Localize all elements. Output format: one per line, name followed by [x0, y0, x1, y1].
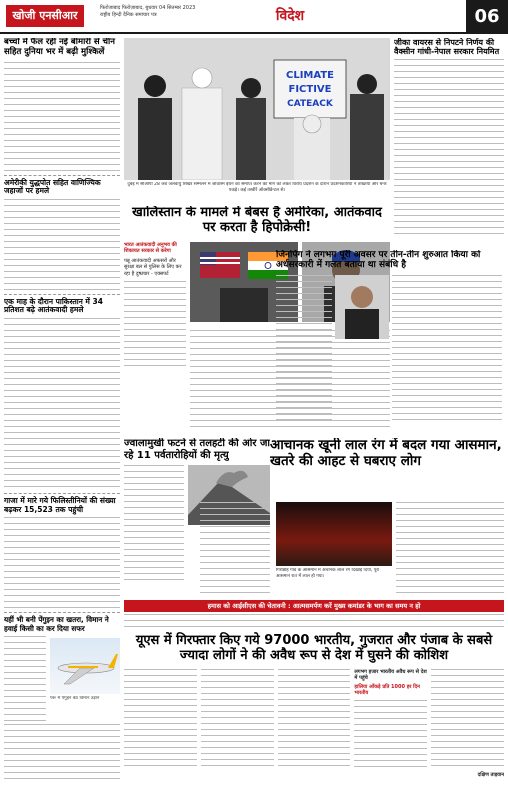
headline-right-2: जिनपिंग ने लगभग पूरी अवसर पर तीन-तीन शुरुआत किया को अर्धसरकारी में गलत बताया था संबंधि है — [276, 250, 481, 271]
left-column — [4, 38, 120, 794]
plane-caption: पेरू में पेंगुइन बैठे विमान उड़ान — [50, 695, 100, 701]
svg-text:CLIMATE: CLIMATE — [286, 70, 334, 81]
jinping-photo — [335, 275, 389, 339]
page-number: 06 — [466, 0, 508, 34]
date-line: फिरोजाबाद फिरोज़ाबाद, बुधवार 04 सितम्बर 2023 राष्ट्रीय हिन्दी दैनिक समाचार पत्र — [100, 5, 196, 18]
section-title: विदेश — [275, 8, 305, 24]
us-tail: दक्षिण ताइवान — [477, 771, 504, 778]
lead-text: भारत आतंकवादी अनुभव की शिकायत सरकार से करेगा — [124, 241, 177, 255]
us-arrests-headline: यूएस में गिरफ्तार किए गये 97000 भारतीय, गुजरात और पंजाब के सबसे ज्यादा लोगों ने की अवैध रूप से देश में घुसने की कोशिश — [135, 633, 493, 663]
headline-left-4: गाजा में मारे गये फिलिस्तीनियों की संख्या बढ़कर 15,523 तक पहुंची — [4, 496, 116, 514]
headline-left-2: अमेरीकी युद्धपोत सहित वाणिज्यिक जहाजों पर हमले — [4, 177, 101, 196]
headline-right-1: जीका वायरस से निपटने निर्णय की वैक्सीन गांधी-नेपाल सरकार नियमित — [394, 38, 500, 57]
us-arrests-story — [124, 614, 504, 796]
volcano-headline: ज्वालामुखी फटने से तलहटी की ओर जा रहे 11 पर्वतारोहियों की मृत्यु — [124, 438, 270, 461]
headline-left-3: एक माह के दौरान पाकिस्तान में 34 प्रतिशत बढ़े आतंकवादी हमले — [4, 296, 103, 315]
airplane-photo — [50, 638, 120, 694]
hamas-banner: हमास को आईसीएस की चेतावनी : आत्मसमर्पण करें मुख्य कमांडर के भाग का समय न हो — [124, 600, 504, 612]
headline-left-5: यहीं भी बनी पेंगुइन का खतरा, विमान ने हवाई किसी का कर दिया सफर — [4, 615, 109, 633]
red-sky-photo — [276, 502, 392, 566]
svg-text:CATEACK: CATEACK — [287, 99, 333, 109]
photo-caption: दुबई में सीओपी 28 जैव जलवायु शिखर सम्मेलन में जीवाश्म ईंधन को समाप्त करने की मांग को लेकर विरोध प्रदर्शन के दौरान प्रदर्शनकारियों ने तख्तियां और बैनर पकड़े। कई तस्वीरें ऑक्सीडेन्टल से। — [127, 182, 387, 193]
article-body — [4, 199, 120, 291]
article-body — [4, 517, 120, 609]
svg-text:FICTIVE: FICTIVE — [288, 84, 332, 95]
article-body — [4, 62, 120, 172]
article-body — [4, 318, 120, 490]
newspaper-logo: खोजी एनसीआर — [6, 5, 84, 27]
masthead — [0, 0, 508, 34]
sky-headline: आचानक खूनी लाल रंग में बदल गया आसमान, खतरे की आहट से घबराए लोग — [270, 438, 502, 469]
khalistan-subhead: पन्नू आतंकवादी अफसरों और सुरक्षा बल से पुलिस के लिए कर रहा है दुष्प्रचार - एक्सपर्ट — [124, 257, 182, 277]
us-subhead-2: हालिया आँकड़े प्रति 1000 हर दिन भारतीय — [354, 683, 420, 697]
us-subhead: लगभग हजार भारतीय अवैध रूप से देश में पहुंचे — [354, 668, 427, 682]
sky-caption: गिरीडीह गांव के आसमान में अचानक लाल रंग दिखाई दिया, पूरा आसमान रात में लाल हो गया। — [276, 568, 380, 579]
right-story-2 — [276, 250, 504, 430]
khalistan-headline: खालिस्तान के मामले में बेबस है अमेरिका, आतंकवाद पर करता है हिपोक्रेसी! — [132, 206, 382, 235]
climate-protest-photo — [124, 38, 390, 180]
headline-left-1: बच्चों में फैल रही नई बीमारी से चीन सहित दुनिया भर में बढ़ी मुश्किलें — [4, 38, 115, 57]
